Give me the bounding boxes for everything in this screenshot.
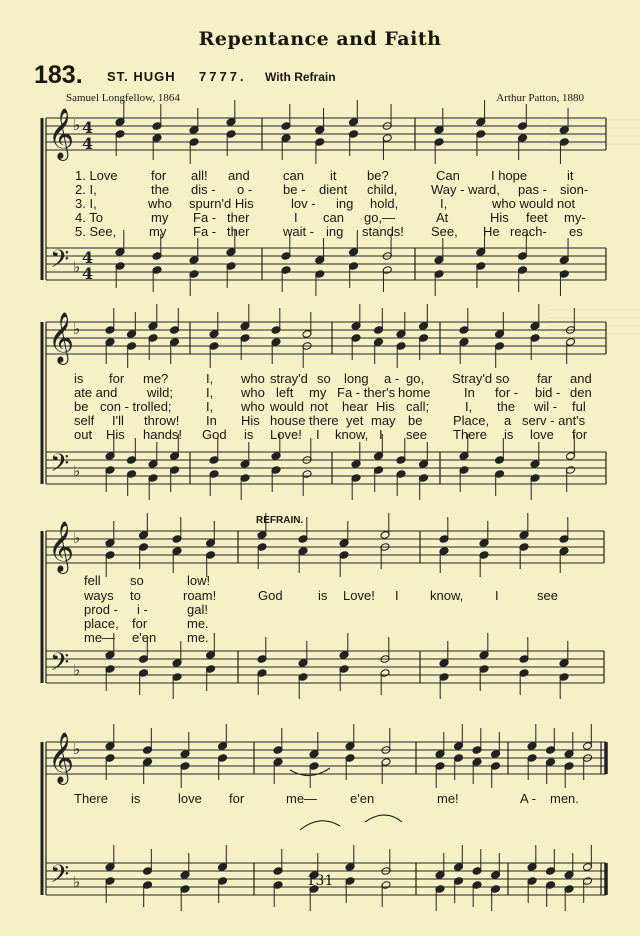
lyric-syllable: roam! <box>183 588 217 603</box>
treble-clef-icon: 𝄞 <box>48 312 75 363</box>
lyric-syllable: is <box>74 371 84 386</box>
lyric-syllable: go,— <box>364 210 396 225</box>
lyric-syllable: me? <box>143 371 169 386</box>
lyric-syllable: is <box>131 791 141 806</box>
hymn-number: 183. <box>34 61 83 89</box>
lyric-syllable: house <box>270 413 306 428</box>
author-credit: Samuel Longfellow, 1864 <box>66 92 180 104</box>
lyric-syllable: I, <box>206 385 214 400</box>
lyric-syllable: I'll <box>112 413 124 428</box>
lyric-syllable: There <box>74 791 108 806</box>
lyric-syllable: ing <box>336 196 354 211</box>
lyric-syllable: i - <box>137 602 148 617</box>
lyric-syllable: my- <box>564 210 586 225</box>
lyric-syllable: see <box>537 588 558 603</box>
lyric-syllable: a <box>504 413 512 428</box>
lyric-syllable: serv - ant's <box>522 413 586 428</box>
lyric-syllable: me— <box>286 791 318 806</box>
lyric-syllable: wild; <box>147 385 174 400</box>
lyric-syllable: out <box>74 427 93 442</box>
lyric-syllable: lov - <box>291 196 316 211</box>
lyric-syllable: dis - <box>191 182 216 197</box>
lyric-syllable: 1. Love <box>75 168 118 183</box>
lyric-syllable: hold, <box>370 196 399 211</box>
lyric-syllable: wil - <box>534 399 558 414</box>
lyric-syllable: Love! <box>343 588 375 603</box>
lyric-syllable: it <box>330 168 337 183</box>
lyric-syllable: for <box>132 616 148 631</box>
lyric-syllable: can <box>283 168 304 183</box>
lyric-syllable: yet <box>346 413 364 428</box>
lyric-syllable: to <box>130 588 141 603</box>
lyric-syllable: bid - <box>535 385 561 400</box>
meter: 7777. <box>199 69 247 84</box>
lyric-syllable: reach- <box>510 224 547 239</box>
lyric-syllable: o - <box>237 182 253 197</box>
lyric-syllable: be <box>74 399 89 414</box>
lyric-syllable: who <box>148 196 172 211</box>
lyric-syllable: long <box>344 371 369 386</box>
lyric-syllable: who would not <box>492 196 576 211</box>
lyric-syllable: the <box>151 182 170 197</box>
lyric-syllable: I <box>395 588 399 603</box>
lyric-syllable: and <box>228 168 250 183</box>
lyric-syllable: call; <box>406 399 430 414</box>
lyric-syllable: see <box>406 427 427 442</box>
lyric-syllable: men. <box>550 791 579 806</box>
lyric-syllable: stray'd <box>270 371 308 386</box>
lyric-syllable: know, <box>335 427 369 442</box>
lyric-syllable: know, <box>430 588 464 603</box>
tune-name: ST. HUGH <box>107 69 176 84</box>
lyric-syllable: be? <box>367 168 389 183</box>
lyric-syllable: is <box>318 588 328 603</box>
lyric-syllable: who <box>241 371 265 386</box>
bass-clef-icon: 𝄢 <box>50 449 70 484</box>
treble-clef-icon: 𝄞 <box>48 521 75 572</box>
section-title: Repentance and Faith <box>198 28 442 50</box>
lyric-syllable: me! <box>437 791 459 806</box>
lyric-syllable: In <box>464 385 475 400</box>
lyric-syllable: ful <box>572 399 586 414</box>
lyric-syllable: left <box>276 385 294 400</box>
lyric-syllable: my <box>309 385 327 400</box>
lyric-syllable: not <box>310 399 329 414</box>
lyric-syllable: and <box>570 371 592 386</box>
lyric-syllable: far <box>537 371 553 386</box>
lyric-syllable: Fa - ther's <box>337 385 396 400</box>
lyric-syllable: hear <box>342 399 369 414</box>
tune-note: With Refrain <box>265 70 336 84</box>
lyric-syllable: ate and <box>74 385 118 400</box>
lyric-syllable: Fa - <box>193 224 217 239</box>
lyric-syllable: go, <box>406 371 425 386</box>
flat-icon: ♭ <box>73 116 81 134</box>
lyric-syllable: feet <box>526 210 548 225</box>
lyric-syllable: 2. I, <box>75 182 97 197</box>
lyric-syllable: His <box>106 427 125 442</box>
time-signature: 4 <box>82 134 94 153</box>
lyric-syllable: ing <box>326 224 344 239</box>
lyric-syllable: fell <box>84 573 101 588</box>
time-signature: 4 <box>82 264 94 283</box>
lyric-syllable: pas - <box>518 182 547 197</box>
slur <box>300 821 340 830</box>
lyric-syllable: I hope <box>491 168 528 183</box>
lyric-syllable: love <box>178 791 202 806</box>
lyric-syllable: Stray'd so <box>452 371 510 386</box>
flat-icon: ♭ <box>73 320 81 338</box>
lyric-syllable: hands! <box>143 427 183 442</box>
lyric-syllable: throw! <box>144 413 180 428</box>
lyric-syllable: be <box>408 413 423 428</box>
lyric-syllable: I, <box>440 196 448 211</box>
flat-icon: ♭ <box>73 258 81 276</box>
lyric-syllable: Way - ward, <box>431 182 500 197</box>
lyric-syllable: be - <box>283 182 306 197</box>
lyric-syllable: God <box>258 588 283 603</box>
lyric-syllable: can <box>323 210 344 225</box>
bass-clef-icon: 𝄢 <box>50 648 70 683</box>
lyric-syllable: it <box>567 168 574 183</box>
flat-icon: ♭ <box>73 661 81 679</box>
lyric-syllable: for <box>109 371 125 386</box>
lyric-syllable: place, <box>84 616 119 631</box>
lyric-syllable: self <box>74 413 95 428</box>
time-signature: 4 <box>82 118 94 137</box>
lyric-syllable: my <box>151 210 169 225</box>
lyric-syllable: 5. See, <box>75 224 117 239</box>
lyric-syllable: stands! <box>362 224 404 239</box>
lyric-syllable: 4. To <box>75 210 103 225</box>
lyric-syllable: His <box>490 210 509 225</box>
lyric-syllable: ther <box>227 224 250 239</box>
lyric-syllable: for - <box>495 385 519 400</box>
lyric-syllable: prod - <box>84 602 118 617</box>
lyric-syllable: so <box>130 573 144 588</box>
lyric-syllable: wait - <box>283 224 315 239</box>
composer-credit: Arthur Patton, 1880 <box>496 92 584 104</box>
bass-clef-icon: 𝄢 <box>50 860 70 895</box>
lyric-syllable: for <box>229 791 245 806</box>
bass-clef-icon: 𝄢 <box>50 245 70 280</box>
lyric-syllable: I, <box>206 371 214 386</box>
treble-clef-icon: 𝄞 <box>48 108 75 159</box>
page-number: 131 <box>306 873 334 889</box>
treble-clef-icon: 𝄞 <box>48 732 75 783</box>
lyric-syllable: a - <box>384 371 400 386</box>
lyric-syllable: who <box>241 399 265 414</box>
lyric-syllable: gal! <box>187 602 208 617</box>
lyric-syllable: low! <box>187 573 211 588</box>
lyric-syllable: See, <box>431 224 458 239</box>
flat-icon: ♭ <box>73 462 81 480</box>
lyric-syllable: con - trolled; <box>100 399 172 414</box>
lyric-syllable: Fa - <box>193 210 217 225</box>
lyric-syllable: e'en <box>350 791 375 806</box>
lyric-syllable: love <box>530 427 554 442</box>
lyric-syllable: Love! <box>270 427 302 442</box>
lyric-syllable: all! <box>191 168 208 183</box>
lyric-syllable: spurn'd His <box>189 196 254 211</box>
lyric-syllable: es <box>569 224 583 239</box>
lyric-syllable: me. <box>187 616 209 631</box>
lyric-syllable: I, <box>206 399 214 414</box>
refrain-label: REFRAIN. <box>256 515 304 526</box>
slur <box>365 815 402 822</box>
lyric-syllable: my <box>149 224 167 239</box>
lyric-syllable: for <box>572 427 588 442</box>
lyric-syllable: I <box>379 427 383 442</box>
lyric-syllable: dient <box>319 182 348 197</box>
lyric-syllable: I, <box>465 399 473 414</box>
lyric-syllable: home <box>398 385 431 400</box>
lyric-syllable: so <box>317 371 331 386</box>
lyric-syllable: may <box>371 413 396 428</box>
lyric-syllable: child, <box>367 182 398 197</box>
lyric-syllable: I <box>316 427 320 442</box>
lyric-syllable: God <box>202 427 227 442</box>
lyric-syllable: I <box>495 588 499 603</box>
flat-icon: ♭ <box>73 740 81 758</box>
lyric-syllable: Place, <box>453 413 490 428</box>
flat-icon: ♭ <box>73 529 81 547</box>
lyric-syllable: In <box>206 413 217 428</box>
lyric-syllable: His <box>241 413 260 428</box>
time-signature: 4 <box>82 248 94 267</box>
lyric-syllable: A - <box>520 791 536 806</box>
lyric-syllable: me— <box>84 630 116 645</box>
lyric-syllable: 3. I, <box>75 196 97 211</box>
lyric-syllable: is <box>504 427 514 442</box>
lyric-syllable: Can <box>436 168 460 183</box>
lyric-syllable: is <box>244 427 254 442</box>
lyric-syllable: ther <box>227 210 250 225</box>
lyric-syllable: At <box>436 210 449 225</box>
lyric-syllable: There <box>453 427 487 442</box>
lyric-syllable: I <box>294 210 298 225</box>
lyric-syllable: sion- <box>560 182 589 197</box>
lyric-syllable: His <box>376 399 395 414</box>
lyric-syllable: den <box>570 385 592 400</box>
lyric-syllable: ways <box>84 588 114 603</box>
lyric-syllable: He <box>483 224 500 239</box>
lyric-syllable: would <box>270 399 304 414</box>
lyric-syllable: for <box>151 168 167 183</box>
lyric-syllable: there <box>309 413 339 428</box>
lyric-syllable: me. <box>187 630 209 645</box>
lyric-syllable: who <box>241 385 265 400</box>
lyric-syllable: the <box>497 399 516 414</box>
lyric-syllable: e'en <box>132 630 157 645</box>
flat-icon: ♭ <box>73 873 81 891</box>
